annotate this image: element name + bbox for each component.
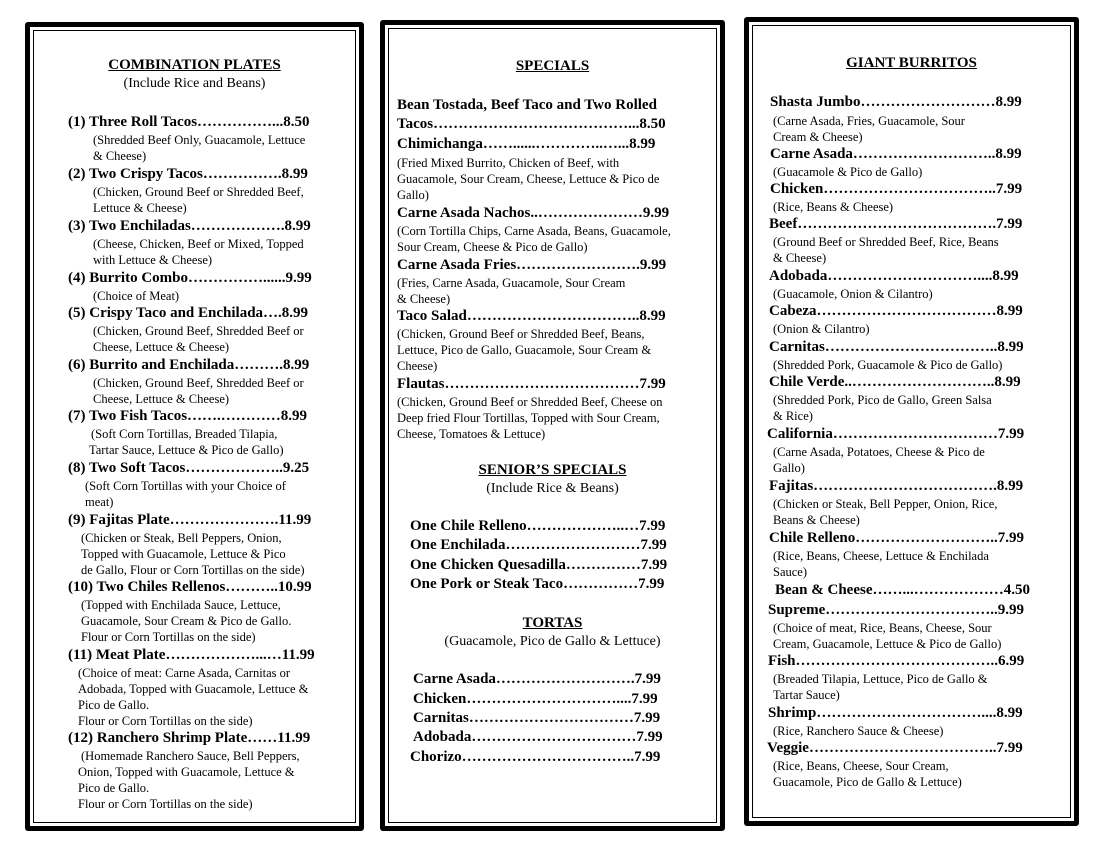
burrito-item-11-desc-1: (Rice, Beans, Cheese, Lettuce & Enchilada bbox=[773, 549, 989, 563]
senior-item-4: One Pork or Steak Taco……………7.99 bbox=[410, 576, 665, 592]
tortas-title: TORTAS bbox=[522, 615, 583, 631]
burrito-item-11-desc-2: Sauce) bbox=[773, 565, 808, 579]
burrito-item-16-name: Veggie………………………………..7.99 bbox=[767, 740, 1023, 756]
combo-item-10-desc-1: (Topped with Enchilada Sauce, Lettuce, bbox=[81, 598, 281, 612]
special-item-6-desc-2: Deep fried Flour Tortillas, Topped with Sour Cream, bbox=[397, 411, 660, 425]
burrito-item-13-desc-1: (Choice of meat, Rice, Beans, Cheese, Sour bbox=[773, 621, 992, 635]
burrito-item-2-desc-1: (Guacamole & Pico de Gallo) bbox=[773, 165, 923, 179]
burrito-item-1-desc-1: (Carne Asada, Fries, Guacamole, Sour bbox=[773, 114, 965, 128]
combo-item-11-desc-2: Adobada, Topped with Guacamole, Lettuce & bbox=[78, 682, 309, 696]
combo-item-2-name: (2) Two Crispy Tacos…………….8.99 bbox=[68, 166, 308, 182]
combo-item-2-desc-2: Lettuce & Cheese) bbox=[93, 201, 187, 215]
burrito-item-14-desc-1: (Breaded Tilapia, Lettuce, Pico de Gallo & bbox=[773, 672, 988, 686]
senior-item-1: One Chile Relleno………………..…7.99 bbox=[410, 518, 666, 534]
special-item-3-desc-2: Sour Cream, Cheese & Pico de Gallo) bbox=[397, 240, 588, 254]
giant-burritos-panel bbox=[744, 17, 1079, 826]
torta-item-2: Chicken…………………………....7.99 bbox=[413, 691, 658, 707]
special-item-5-desc-3: Cheese) bbox=[397, 359, 438, 373]
combo-item-11-desc-1: (Choice of meat: Carne Asada, Carnitas or bbox=[78, 666, 291, 680]
burrito-item-4-desc-1: (Ground Beef or Shredded Beef, Rice, Beans bbox=[773, 235, 999, 249]
special-item-2-desc-1: (Fried Mixed Burrito, Chicken of Beef, with bbox=[397, 156, 620, 170]
burritos-title: GIANT BURRITOS bbox=[846, 55, 977, 71]
combo-item-11-desc-3: Pico de Gallo. bbox=[78, 698, 150, 712]
burrito-item-14-name: Fish…………………………………..6.99 bbox=[768, 653, 1025, 669]
special-item-4-name: Carne Asada Fries…………………….9.99 bbox=[397, 257, 667, 273]
torta-item-4: Adobada……………………………7.99 bbox=[413, 729, 663, 745]
combo-item-5-name: (5) Crispy Taco and Enchilada….8.99 bbox=[68, 305, 309, 321]
combo-item-9-desc-2: Topped with Guacamole, Lettuce & Pico bbox=[81, 547, 286, 561]
special-item-6-name: Flautas…………………………………7.99 bbox=[397, 376, 666, 392]
combo-item-6-name: (6) Burrito and Enchilada……….8.99 bbox=[68, 357, 310, 373]
special-item-5-desc-2: Lettuce, Pico de Gallo, Guacamole, Sour Cream & bbox=[397, 343, 652, 357]
combo-item-7-name: (7) Two Fish Tacos…….…………8.99 bbox=[68, 408, 308, 424]
combo-item-2-desc-1: (Chicken, Ground Beef or Shredded Beef, bbox=[93, 185, 304, 199]
combo-item-12-name: (12) Ranchero Shrimp Plate……11.99 bbox=[68, 730, 311, 746]
combo-item-12-desc-1: (Homemade Ranchero Sauce, Bell Peppers, bbox=[81, 749, 300, 763]
burrito-item-9-desc-2: Gallo) bbox=[773, 461, 805, 475]
combo-item-10-desc-2: Guacamole, Sour Cream & Pico de Gallo. bbox=[81, 614, 292, 628]
combo-item-6-desc-2: Cheese, Lettuce & Cheese) bbox=[93, 392, 230, 406]
combo-item-3-name: (3) Two Enchiladas……………….8.99 bbox=[68, 218, 311, 234]
combo-item-6-desc-1: (Chicken, Ground Beef, Shredded Beef or bbox=[93, 376, 304, 390]
seniors-subtitle: (Include Rice & Beans) bbox=[486, 481, 619, 496]
burrito-item-6-desc-1: (Onion & Cilantro) bbox=[773, 322, 870, 336]
burrito-item-13-name: Supreme……………………………..9.99 bbox=[768, 602, 1024, 618]
burrito-item-8-desc-1: (Shredded Pork, Pico de Gallo, Green Salsa bbox=[773, 393, 992, 407]
burrito-item-10-name: Fajitas……………………………….8.99 bbox=[769, 478, 1024, 494]
burrito-item-12-name: Bean & Cheese……...………………4.50 bbox=[775, 582, 1030, 598]
burrito-item-16-desc-1: (Rice, Beans, Cheese, Sour Cream, bbox=[773, 759, 949, 773]
special-item-6-desc-1: (Chicken, Ground Beef or Shredded Beef, Cheese on bbox=[397, 395, 663, 409]
torta-item-3: Carnitas……………………………7.99 bbox=[413, 710, 661, 726]
combo-item-3-desc-2: with Lettuce & Cheese) bbox=[93, 253, 213, 267]
combo-item-11-desc-4: Flour or Corn Tortillas on the side) bbox=[78, 714, 253, 728]
combo-item-1-desc-2: & Cheese) bbox=[93, 149, 147, 163]
senior-item-3: One Chicken Quesadilla……………7.99 bbox=[410, 557, 668, 573]
combo-item-7-desc-1: (Soft Corn Tortillas, Breaded Tilapia, bbox=[91, 427, 278, 441]
combo-item-7-desc-2: Tartar Sauce, Lettuce & Pico de Gallo) bbox=[89, 443, 284, 457]
combo-item-8-name: (8) Two Soft Tacos………………..9.25 bbox=[68, 460, 310, 476]
burrito-item-1-desc-2: Cream & Cheese) bbox=[773, 130, 863, 144]
special-item-2-name: Chimichanga……......…………..…...8.99 bbox=[397, 136, 656, 152]
burrito-item-11-name: Chile Relleno………………………..7.99 bbox=[769, 530, 1024, 546]
burrito-item-3-desc-1: (Rice, Beans & Cheese) bbox=[773, 200, 894, 214]
special-item-2-desc-2: Guacamole, Sour Cream, Cheese, Lettuce & Pico de bbox=[397, 172, 660, 186]
burrito-item-13-desc-2: Cream, Guacamole, Lettuce & Pico de Gallo) bbox=[773, 637, 1002, 651]
combo-item-10-name: (10) Two Chiles Rellenos………..10.99 bbox=[68, 579, 312, 595]
burrito-item-8-desc-2: & Rice) bbox=[773, 409, 813, 423]
special-item-2-desc-3: Gallo) bbox=[397, 188, 429, 202]
special-item-1-name-2: Tacos…………………………………...8.50 bbox=[397, 116, 666, 132]
burrito-item-6-name: Cabeza………………………………8.99 bbox=[769, 303, 1023, 319]
burrito-item-15-name: Shrimp……………………………....8.99 bbox=[768, 705, 1023, 721]
tortas-subtitle: (Guacamole, Pico de Gallo & Lettuce) bbox=[444, 634, 661, 649]
seniors-title: SENIOR’S SPECIALS bbox=[478, 462, 627, 478]
burrito-item-3-name: Chicken……………………………..7.99 bbox=[770, 181, 1023, 197]
combo-item-5-desc-1: (Chicken, Ground Beef, Shredded Beef or bbox=[93, 324, 304, 338]
specials-title: SPECIALS bbox=[515, 58, 590, 74]
combo-item-10-desc-3: Flour or Corn Tortillas on the side) bbox=[81, 630, 256, 644]
torta-item-5: Chorizo……………………………..7.99 bbox=[410, 749, 661, 765]
special-item-4-desc-2: & Cheese) bbox=[397, 292, 451, 306]
combo-item-9-desc-1: (Chicken or Steak, Bell Peppers, Onion, bbox=[81, 531, 282, 545]
special-item-1-name-1: Bean Tostada, Beef Taco and Two Rolled bbox=[397, 97, 657, 113]
burrito-item-1-name: Shasta Jumbo………………………8.99 bbox=[770, 94, 1022, 110]
burrito-item-9-desc-1: (Carne Asada, Potatoes, Cheese & Pico de bbox=[773, 445, 985, 459]
burrito-item-8-name: Chile Verde..………………………..8.99 bbox=[769, 374, 1021, 390]
combo-item-12-desc-2: Onion, Topped with Guacamole, Lettuce & bbox=[78, 765, 295, 779]
specials-panel bbox=[380, 20, 725, 831]
combo-item-9-name: (9) Fajitas Plate………………….11.99 bbox=[68, 512, 312, 528]
special-item-4-desc-1: (Fries, Carne Asada, Guacamole, Sour Cream bbox=[397, 276, 626, 290]
burrito-item-9-name: California……………………………7.99 bbox=[767, 426, 1025, 442]
combo-item-12-desc-3: Pico de Gallo. bbox=[78, 781, 150, 795]
burrito-item-2-name: Carne Asada………………………..8.99 bbox=[770, 146, 1022, 162]
combo-item-12-desc-4: Flour or Corn Tortillas on the side) bbox=[78, 797, 253, 811]
combo-item-5-desc-2: Cheese, Lettuce & Cheese) bbox=[93, 340, 230, 354]
combination-subtitle: (Include Rice and Beans) bbox=[123, 76, 266, 91]
burrito-item-4-desc-2: & Cheese) bbox=[773, 251, 827, 265]
special-item-5-desc-1: (Chicken, Ground Beef or Shredded Beef, Beans, bbox=[397, 327, 645, 341]
special-item-3-desc-1: (Corn Tortilla Chips, Carne Asada, Beans, Guacamole, bbox=[397, 224, 671, 238]
special-item-6-desc-3: Cheese, Tomatoes & Lettuce) bbox=[397, 427, 546, 441]
burrito-item-10-desc-2: Beans & Cheese) bbox=[773, 513, 860, 527]
combination-title: COMBINATION PLATES bbox=[108, 57, 281, 73]
combo-item-1-name: (1) Three Roll Tacos……………...8.50 bbox=[68, 114, 310, 130]
combo-item-4-name: (4) Burrito Combo……………......9.99 bbox=[68, 270, 312, 286]
combo-item-3-desc-1: (Cheese, Chicken, Beef or Mixed, Topped bbox=[93, 237, 304, 251]
special-item-5-name: Taco Salad……………………………..8.99 bbox=[397, 308, 666, 324]
burrito-item-10-desc-1: (Chicken or Steak, Bell Pepper, Onion, Rice, bbox=[773, 497, 998, 511]
combination-plates-panel bbox=[25, 22, 364, 831]
combo-item-4-desc-1: (Choice of Meat) bbox=[93, 289, 180, 303]
burrito-item-5-desc-1: (Guacamole, Onion & Cilantro) bbox=[773, 287, 933, 301]
torta-item-1: Carne Asada……………………….7.99 bbox=[413, 671, 661, 687]
senior-item-2: One Enchilada………………………7.99 bbox=[410, 537, 667, 553]
burrito-item-7-desc-1: (Shredded Pork, Guacamole & Pico de Gallo) bbox=[773, 358, 1003, 372]
combo-item-9-desc-3: de Gallo, Flour or Corn Tortillas on the side) bbox=[81, 563, 305, 577]
burrito-item-14-desc-2: Tartar Sauce) bbox=[773, 688, 840, 702]
burrito-item-5-name: Adobada…………………………....8.99 bbox=[769, 268, 1019, 284]
combo-item-1-desc-1: (Shredded Beef Only, Guacamole, Lettuce bbox=[93, 133, 306, 147]
combo-item-11-name: (11) Meat Plate………………...…11.99 bbox=[68, 647, 315, 663]
combo-item-8-desc-1: (Soft Corn Tortillas with your Choice of bbox=[85, 479, 286, 493]
combo-item-8-desc-2: meat) bbox=[85, 495, 114, 509]
burrito-item-16-desc-2: Guacamole, Pico de Gallo & Lettuce) bbox=[773, 775, 962, 789]
burrito-item-15-desc-1: (Rice, Ranchero Sauce & Cheese) bbox=[773, 724, 944, 738]
burrito-item-7-name: Carnitas……………………………..8.99 bbox=[769, 339, 1024, 355]
special-item-3-name: Carne Asada Nachos..…………………9.99 bbox=[397, 205, 670, 221]
burrito-item-4-name: Beef………………………………….7.99 bbox=[769, 216, 1023, 232]
